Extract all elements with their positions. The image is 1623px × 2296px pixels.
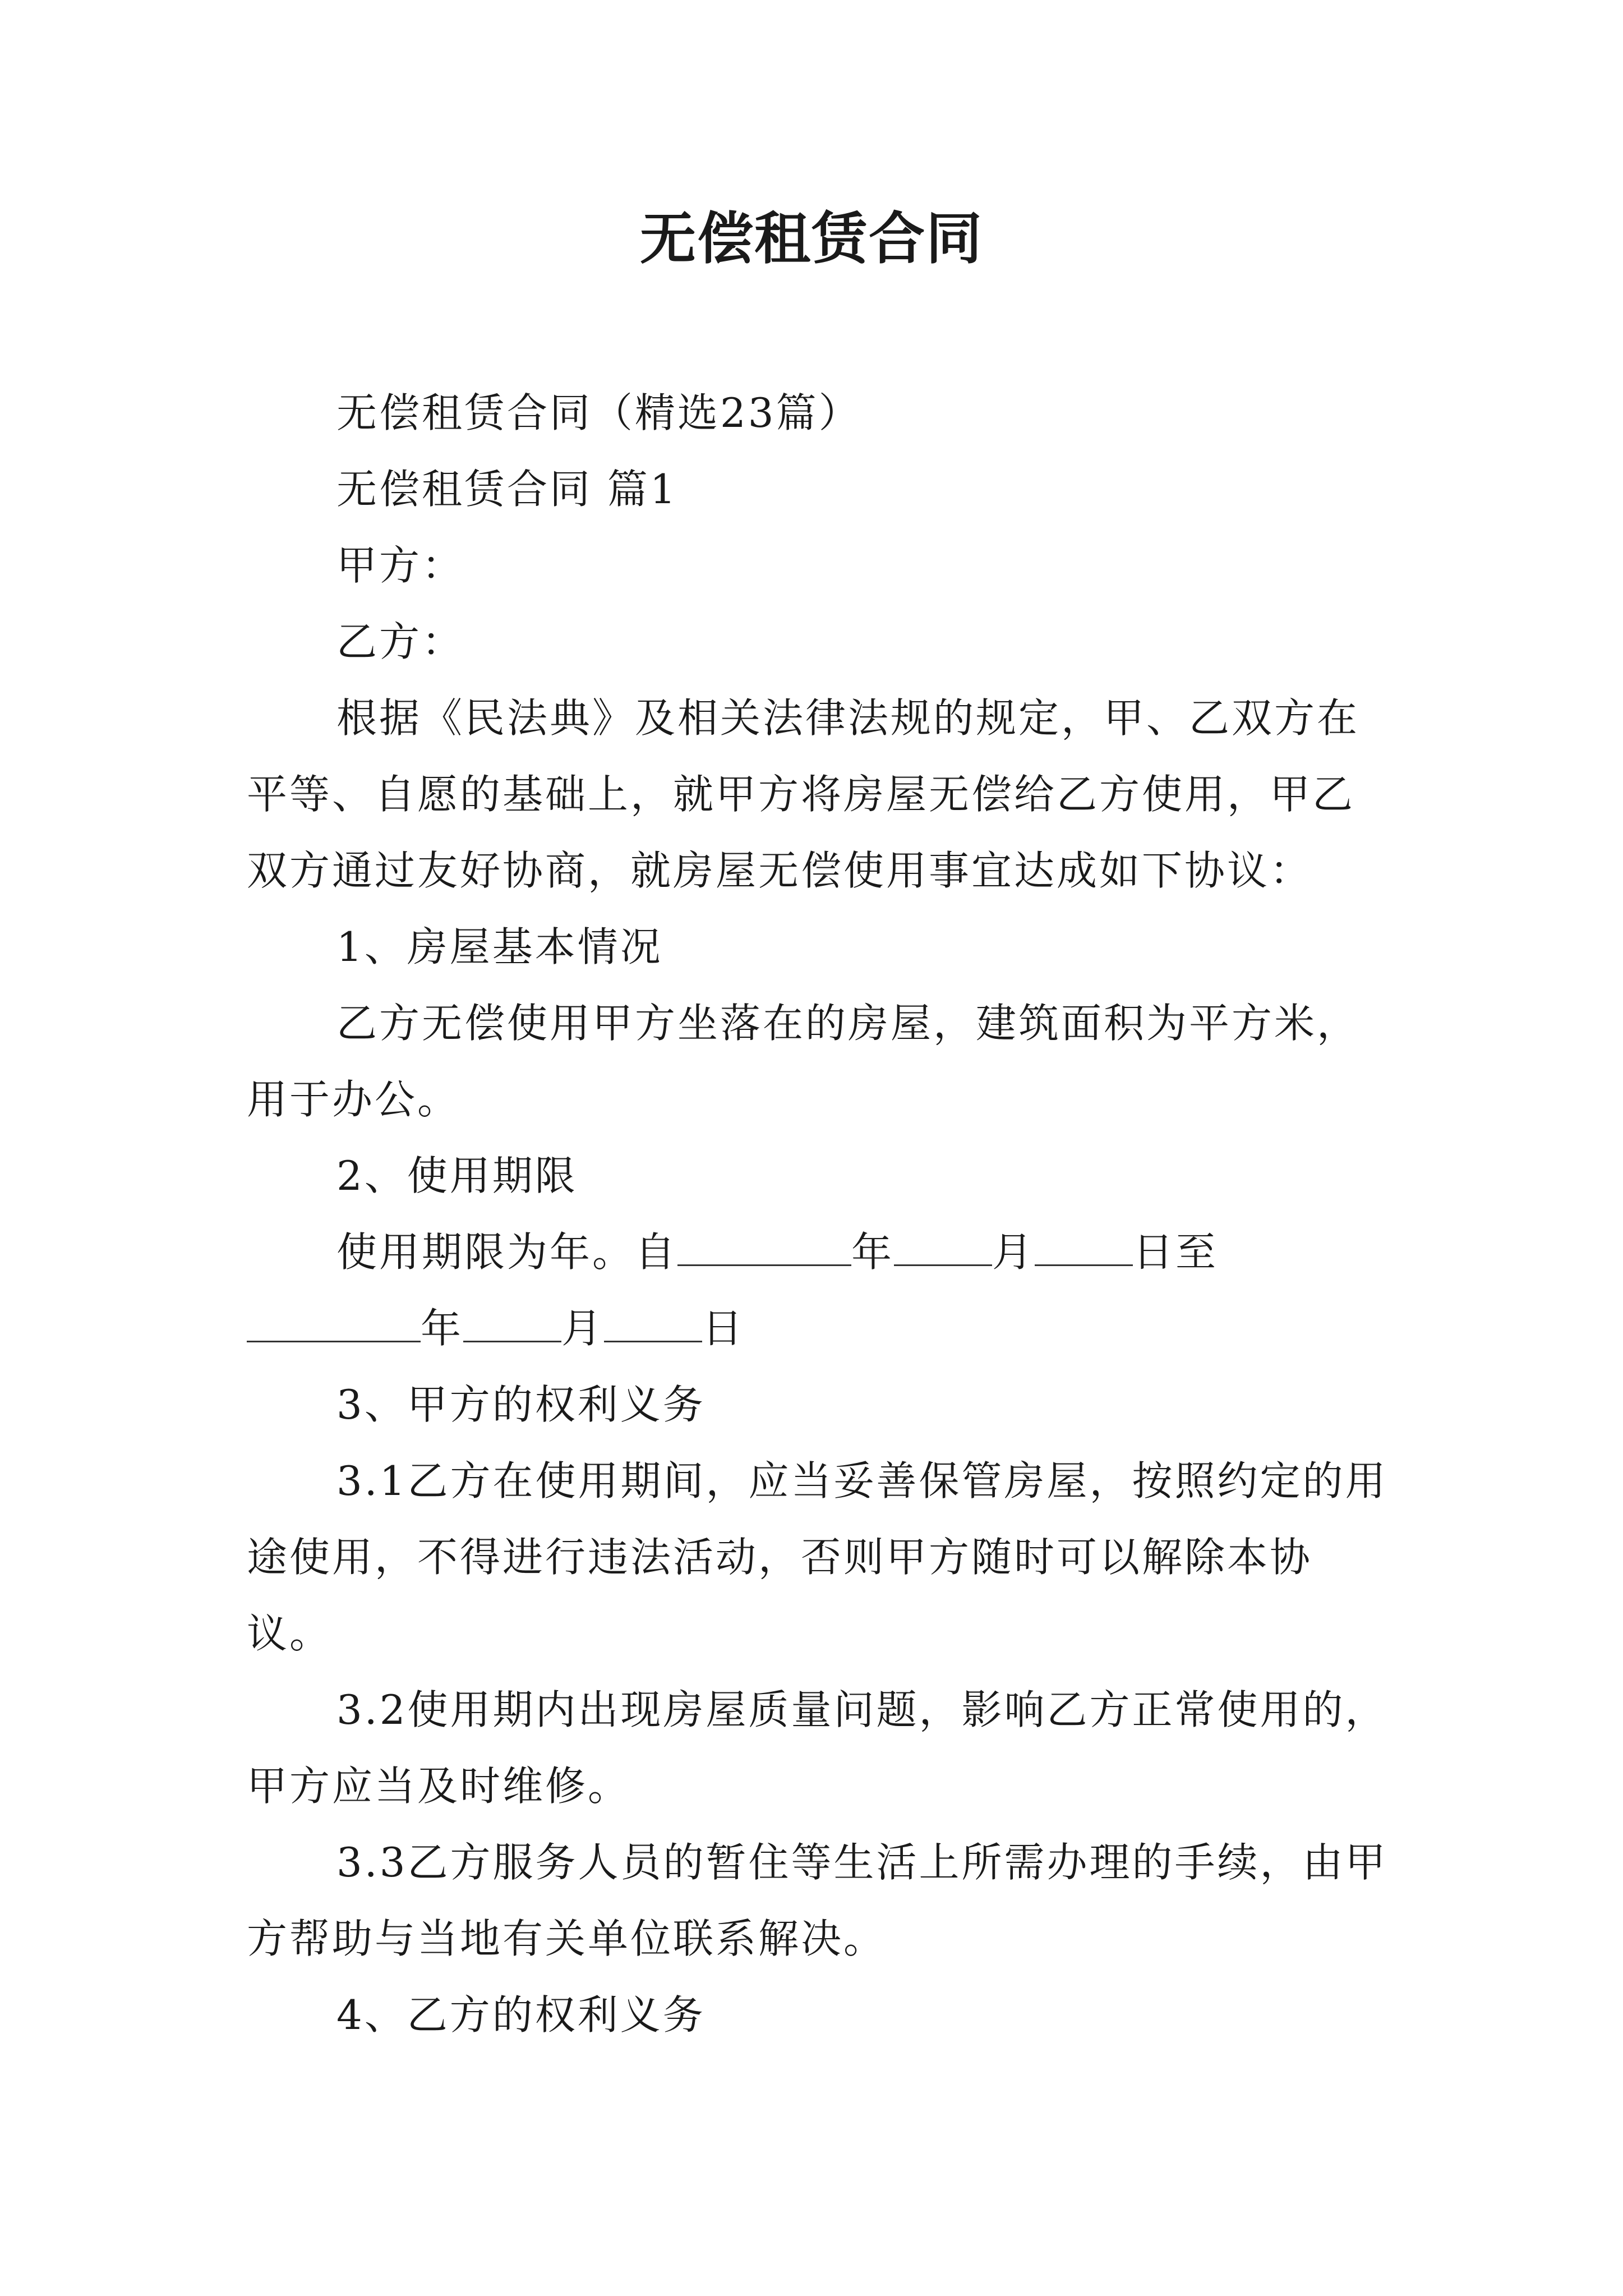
- party-b-line: 乙方：: [336, 618, 465, 665]
- blank-field[interactable]: [604, 1301, 702, 1342]
- party-a-line: 甲方：: [336, 542, 465, 589]
- document-body: [247, 375, 1391, 2053]
- blank-field[interactable]: [894, 1225, 992, 1266]
- preamble-paragraph: 根据《民法典》及相关法律法规的规定，甲、乙双方在平等、自愿的基础上，就甲方将房屋无偿给乙方使用，甲乙双方通过友好协商，就房屋无偿使用事宜达成如下协议：: [247, 694, 1360, 894]
- clause-paragraph: 3.3乙方服务人员的暂住等生活上所需办理的手续，由甲方帮助与当地有关单位联系解决。: [247, 1839, 1388, 1962]
- clause-paragraph: 乙方无偿使用甲方坐落在的房屋，建筑面积为平方米，用于办公。: [247, 1000, 1360, 1123]
- period-text: 年: [421, 1305, 464, 1352]
- document-title: 无偿租赁合同: [640, 205, 983, 272]
- clause-heading: 1、房屋基本情况: [336, 923, 663, 970]
- clause-heading: 4、乙方的权利义务: [336, 1991, 706, 2039]
- period-text: 月: [561, 1305, 605, 1352]
- clause-paragraph: 3.2使用期内出现房屋质量问题，影响乙方正常使用的，甲方应当及时维修。: [247, 1686, 1388, 1810]
- period-text: 年: [851, 1228, 895, 1276]
- period-text: 月: [992, 1228, 1035, 1276]
- section-heading: 无偿租赁合同 篇1: [336, 466, 678, 513]
- blank-field[interactable]: [677, 1225, 851, 1266]
- clause-heading: 2、使用期限: [336, 1152, 578, 1199]
- blank-field[interactable]: [247, 1301, 421, 1342]
- clause-heading: 3、甲方的权利义务: [336, 1381, 706, 1428]
- subtitle-line: 无偿租赁合同（精选23篇）: [336, 389, 861, 436]
- clause-paragraph: 3.1乙方在使用期间，应当妥善保管房屋，按照约定的用途使用，不得进行违法活动，否则甲方随时可以解除本协议。: [247, 1457, 1388, 1657]
- usage-period-paragraph: [247, 1214, 1391, 1366]
- blank-field[interactable]: [463, 1301, 561, 1342]
- period-text: 使用期限为年。自: [336, 1228, 678, 1276]
- period-text: 日: [702, 1305, 745, 1352]
- period-text: 日至: [1133, 1228, 1219, 1276]
- blank-field[interactable]: [1035, 1225, 1133, 1266]
